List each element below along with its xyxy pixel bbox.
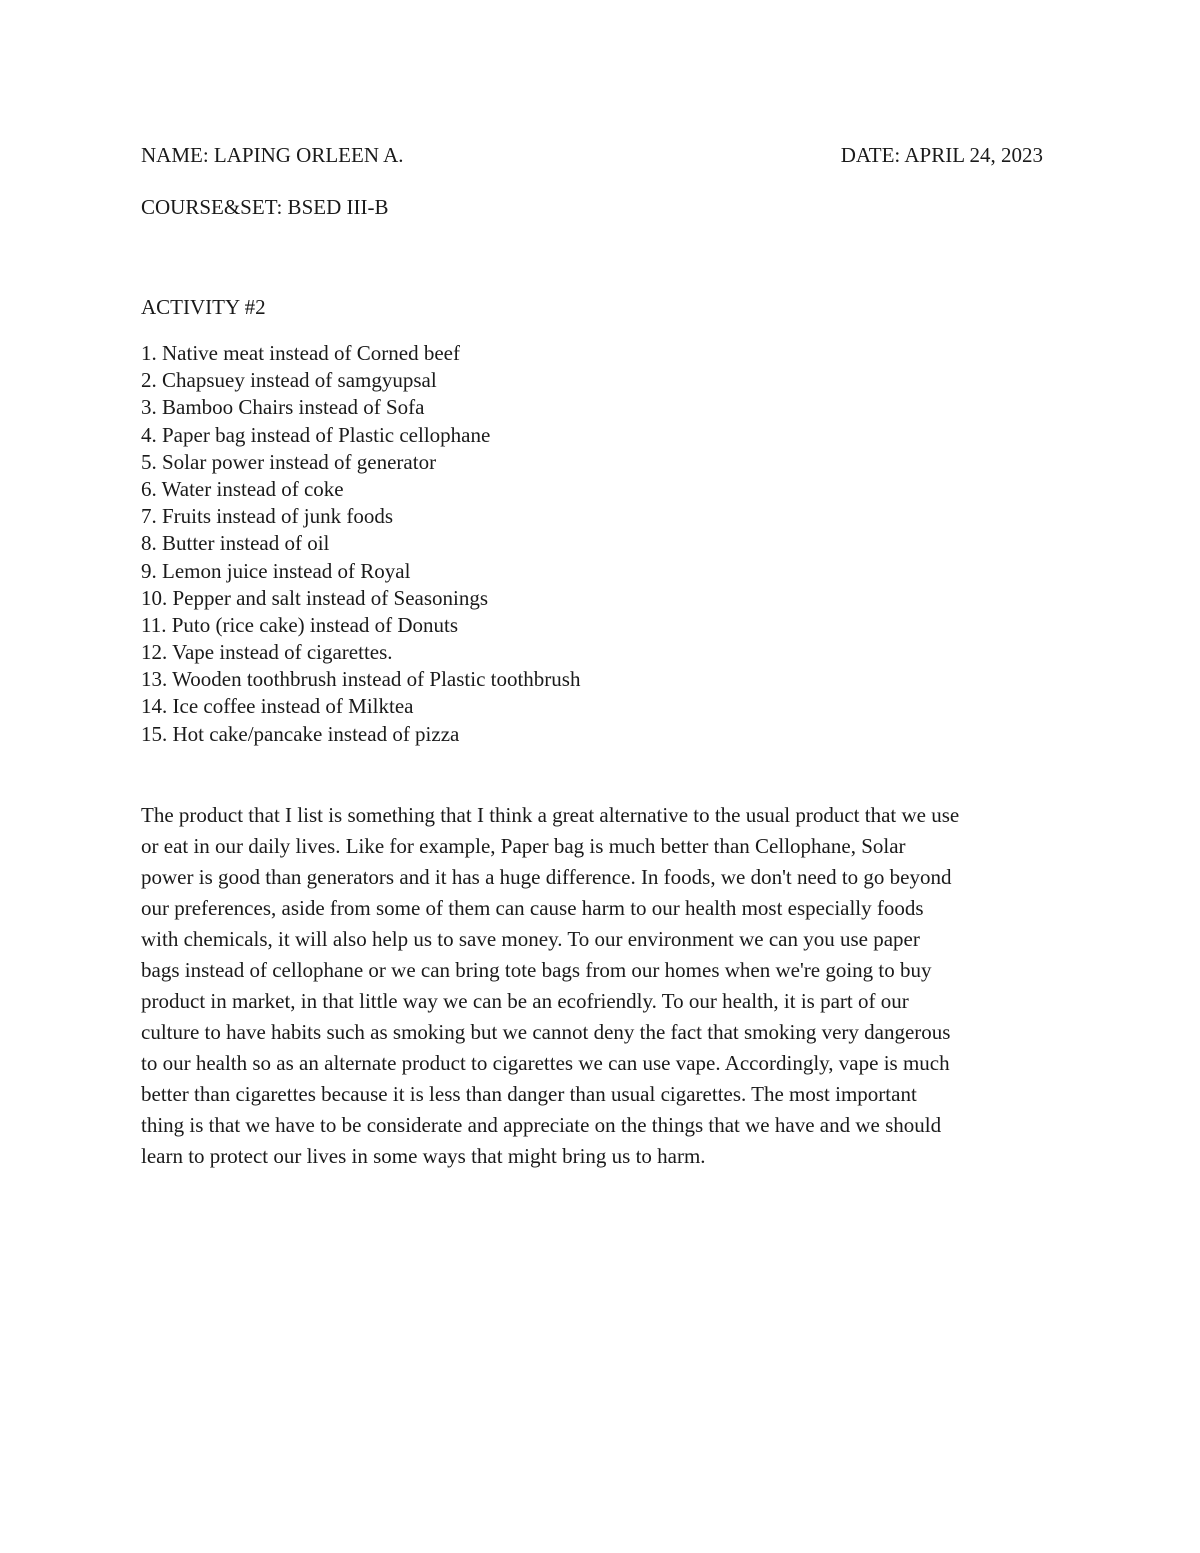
paragraph-line: product in market, in that little way we can be an ecofriendly. To our health, it is part of our: [141, 989, 909, 1013]
activity-title: ACTIVITY #2: [141, 295, 266, 319]
header-row: [141, 143, 1043, 171]
list-item: 4. Paper bag instead of Plastic cellophane: [141, 422, 491, 447]
alternatives-list: [141, 340, 580, 748]
list-item: 8. Butter instead of oil: [141, 531, 330, 556]
course-and-set: COURSE&SET: BSED III-B: [141, 195, 389, 219]
paragraph-line: culture to have habits such as smoking but we cannot deny the fact that smoking very dangerous: [141, 1020, 951, 1044]
list-item: 12. Vape instead of cigarettes.: [141, 640, 393, 665]
list-item: 6. Water instead of coke: [141, 476, 344, 501]
list-item: 15. Hot cake/pancake instead of pizza: [141, 721, 460, 746]
list-item: 14. Ice coffee instead of Milktea: [141, 694, 414, 719]
paragraph-line: bags instead of cellophane or we can bring tote bags from our homes when we're going to buy: [141, 958, 932, 982]
list-item: 9. Lemon juice instead of Royal: [141, 558, 411, 583]
list-item: 7. Fruits instead of junk foods: [141, 504, 393, 529]
list-item: 13. Wooden toothbrush instead of Plastic toothbrush: [141, 667, 581, 692]
list-item: 1. Native meat instead of Corned beef: [141, 341, 460, 365]
list-item: 5. Solar power instead of generator: [141, 449, 437, 474]
paragraph-line: The product that I list is something that I think a great alternative to the usual product that we use: [141, 803, 960, 827]
paragraph-line: to our health so as an alternate product to cigarettes we can use vape. Accordingly, vape is much: [141, 1051, 950, 1075]
student-name: NAME: LAPING ORLEEN A.: [141, 143, 404, 167]
explanation-paragraph: [141, 800, 1066, 1172]
paragraph-line: thing is that we have to be considerate and appreciate on the things that we have and we should: [141, 1113, 942, 1137]
paragraph-line: our preferences, aside from some of them can cause harm to our health most especially foods: [141, 896, 924, 920]
paragraph-line: or eat in our daily lives. Like for example, Paper bag is much better than Cellophane, Solar: [141, 834, 906, 858]
list-item: 3. Bamboo Chairs instead of Sofa: [141, 395, 425, 420]
paragraph-line: with chemicals, it will also help us to save money. To our environment we can you use paper: [141, 927, 920, 951]
list-item: 11. Puto (rice cake) instead of Donuts: [141, 612, 459, 637]
list-item: 10. Pepper and salt instead of Seasonings: [141, 585, 489, 610]
paragraph-line: learn to protect our lives in some ways that might bring us to harm.: [141, 1144, 706, 1168]
paragraph-line: better than cigarettes because it is less than danger than usual cigarettes. The most important: [141, 1082, 917, 1106]
submission-date: DATE: APRIL 24, 2023: [840, 143, 1043, 167]
list-item: 2. Chapsuey instead of samgyupsal: [141, 368, 437, 393]
paragraph-line: power is good than generators and it has a huge difference. In foods, we don't need to go beyond: [141, 865, 952, 889]
